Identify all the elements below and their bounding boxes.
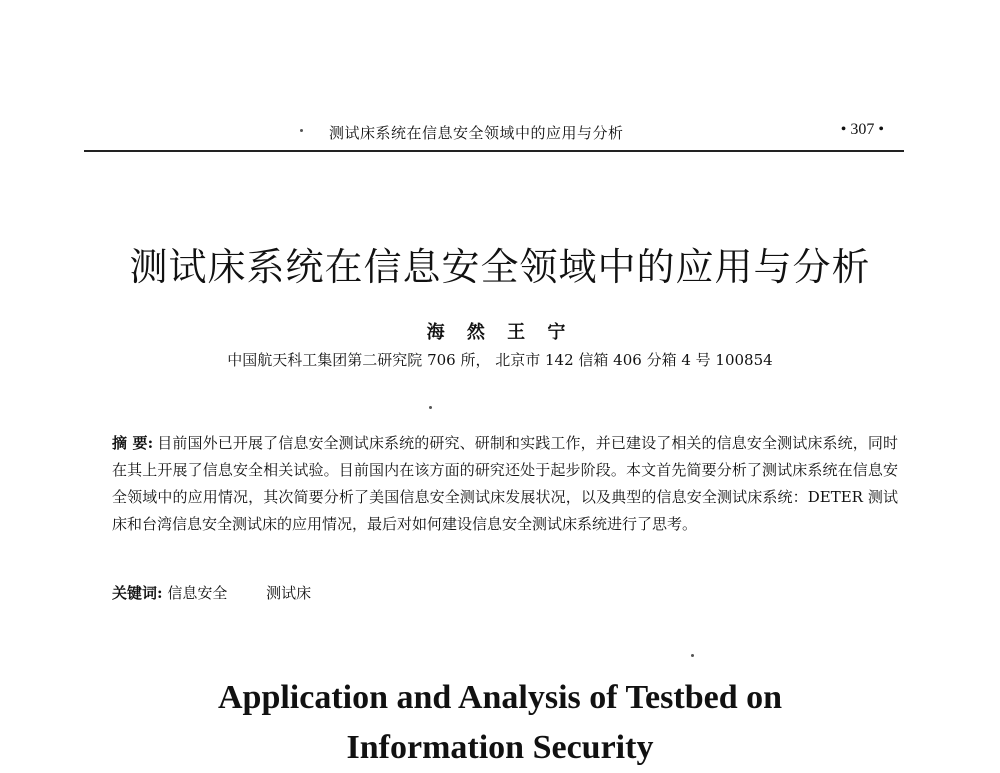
keywords-label: 关键词: (112, 584, 163, 602)
scan-speck (691, 654, 694, 657)
running-header (84, 118, 904, 152)
authors: 海 然 王 宁 (426, 322, 574, 343)
keywords (112, 582, 898, 603)
page-number: • 307 • (840, 121, 884, 138)
keyword-item: 信息安全 (167, 584, 228, 602)
abstract-text: 目前国外已开展了信息安全测试床系统的研究、研制和实践工作，并已建设了相关的信息安全测试床系统，同时在其上开展了信息安全相关试验。目前国内在该方面的研究还处于起步阶段。本文首先简要分析了测试床系统在信息安全领域中的应用情况，其次简要分析了美国信息安全测试床发展状况，以及典型的信息安全测试床系统：DETER 测试床和台湾信息安全测试床的应用情况，最后对如何建设信息安全测试床系统进行了思考。 (112, 434, 898, 533)
english-title (0, 673, 1000, 773)
scan-speck (429, 406, 432, 409)
running-header-title: 测试床系统在信息安全领域中的应用与分析 (329, 124, 624, 142)
keyword-item: 测试床 (266, 584, 312, 602)
english-title-line: Information Security (346, 729, 654, 766)
scan-speck (300, 129, 303, 132)
abstract-label: 摘 要: (112, 434, 154, 452)
affiliation: 中国航天科工集团第二研究院 706 所， 北京市 142 信箱 406 分箱 4 号 100854 (227, 351, 773, 369)
paper-title: 测试床系统在信息安全领域中的应用与分析 (129, 245, 871, 289)
english-title-line: Application and Analysis of Testbed on (217, 679, 783, 716)
abstract (112, 430, 898, 538)
